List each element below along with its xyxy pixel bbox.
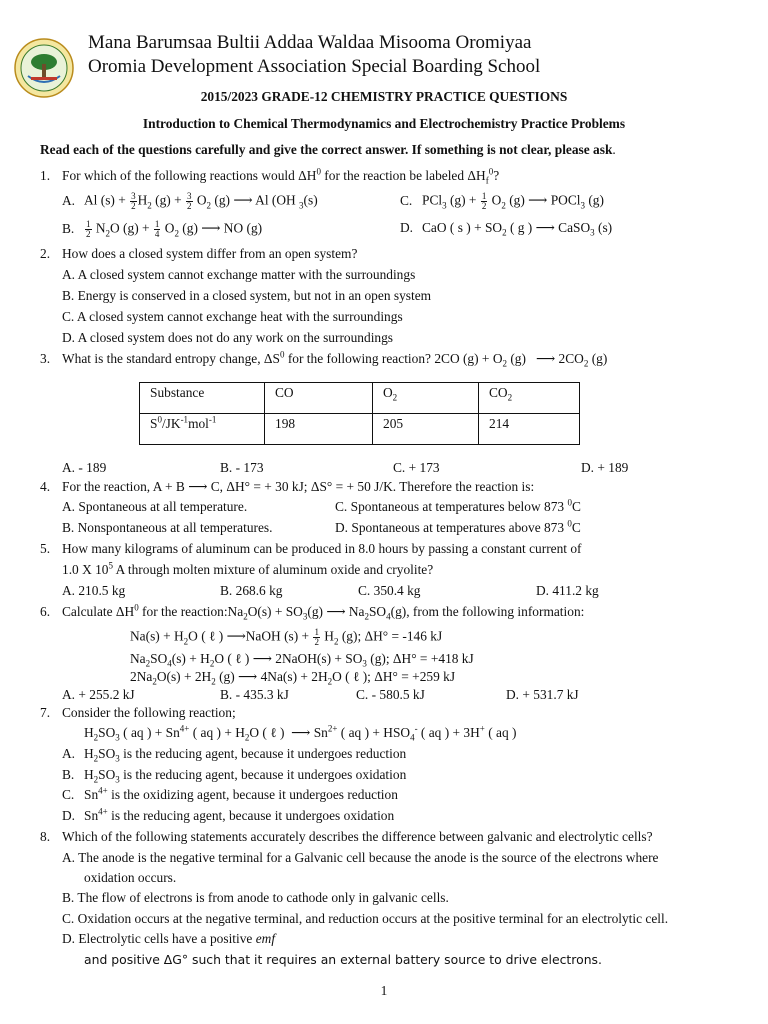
question-6-option: D. + 531.7 kJ bbox=[506, 687, 579, 702]
question-7-text: Consider the following reaction; bbox=[62, 705, 236, 720]
question-5-text: How many kilograms of aluminum can be produced in 8.0 hours by passing a constant current of bbox=[62, 541, 582, 556]
question-2-option: A. A closed system cannot exchange matter with the surroundings bbox=[62, 267, 416, 282]
entropy-table bbox=[139, 382, 580, 445]
question-8-text: Which of the following statements accurately describes the difference between galvanic and electrolytic cells? bbox=[62, 829, 653, 844]
question-1-option-c: C. PCl$_3$ (g) + $\frac{1}{2}$ $O_2$ (g) ⟶ POCl$_3$ (g) bbox=[400, 191, 604, 211]
question-6-option: C. - 580.5 kJ bbox=[356, 687, 425, 702]
question-number: 3. bbox=[40, 351, 51, 366]
question-6-option: B. - 435.3 kJ bbox=[220, 687, 289, 702]
question-5-option: B. 268.6 kg bbox=[220, 583, 283, 598]
header-line-english: Oromia Development Association Special Boarding School bbox=[88, 56, 541, 77]
question-2-option: B. Energy is conserved in a closed system, but not in an open system bbox=[62, 288, 432, 303]
page-subtitle: Introduction to Chemical Thermodynamics and Electrochemistry Practice Problems bbox=[142, 116, 626, 131]
table-cell: 214 bbox=[479, 414, 580, 445]
page-title: 2015/2023 GRADE-12 CHEMISTRY PRACTICE QUESTIONS bbox=[200, 89, 568, 104]
question-number: 2. bbox=[40, 246, 51, 261]
header-line-oromo: Mana Barumsaa Bultii Addaa Waldaa Misooma Oromiyaa bbox=[88, 32, 532, 53]
question-number: 6. bbox=[40, 604, 51, 619]
question-3-option: A. - 189 bbox=[62, 460, 107, 475]
question-4-text: For the reaction, A + B ⟶ C, ΔH° = + 30 kJ; ΔS° = + 50 J/K. Therefore the reaction is: bbox=[62, 479, 535, 494]
question-1-option-a: A. Al (s) + $\frac{3}{2}$ $H_2$ (g) + $\frac{3}{2}$ $O_2$ (g) ⟶ Al (OH $_3$(s) bbox=[62, 191, 318, 211]
question-2-option: D. A closed system does not do any work on the surroundings bbox=[62, 330, 394, 345]
question-3-option: B. - 173 bbox=[220, 460, 264, 475]
equation-line: $H_2SO_3$ ( aq ) + $Sn^{4+}$ ( aq ) + $H_2O$ ( ℓ ) ⟶ $Sn^{2+}$ ( aq ) + $HSO_4^-$ ( aq ) + 3H+ ( aq ) bbox=[84, 723, 517, 743]
question-5-option: D. 411.2 kg bbox=[536, 583, 599, 598]
question-3-text: What is the standard entropy change, $\Delta S^0$ for the following reaction? 2CO $(g) + O_2$ (g) ⟶ $2CO_2$ (g) bbox=[62, 349, 608, 369]
table-cell: $CO_2$ bbox=[479, 383, 580, 414]
question-number: 1. bbox=[40, 168, 51, 183]
question-2-option: C. A closed system cannot exchange heat with the surroundings bbox=[62, 309, 403, 324]
question-1-option-b: B. $\frac{1}{2}$ $N_2O$ (g) + $\frac{1}{4}$ $O_2$ (g) ⟶ NO (g) bbox=[62, 219, 263, 239]
question-8-option-c: C. Oxidation occurs at the negative terminal, and reduction occurs at the positive terminal for an electrolytic cell. bbox=[62, 911, 669, 926]
equation-line: $Na(s) + H_2O$ ( ℓ ) ⟶NaOH (s) + $\frac{1}{2}$ $H_2$ (g); ΔH° = -146 kJ bbox=[130, 627, 443, 647]
question-2-text: How does a closed system differ from an open system? bbox=[62, 246, 358, 261]
question-5-option: A. 210.5 kg bbox=[62, 583, 126, 598]
table-row bbox=[140, 414, 580, 445]
question-number: 8. bbox=[40, 829, 51, 844]
question-4-option: A. Spontaneous at all temperature. bbox=[62, 499, 248, 514]
table-header-row bbox=[140, 383, 580, 414]
question-6-text: Calculate $\Delta H^0$ for the $reaction:Na_2O(s) + SO_3(g)$ ⟶ $Na_2SO_4(g)$, from the following information: bbox=[62, 602, 585, 622]
question-7-option-a: A. $H_2SO_3$ is the reducing agent, because it undergoes reduction bbox=[62, 746, 407, 764]
equation-line: $Na_2SO_4(s) + H_2O$ ( ℓ ) ⟶ 2NaOH(s) + $SO_3$ (g); ΔH° = +418 kJ bbox=[130, 651, 474, 669]
question-8-option-d: D. Electrolytic cells have a positive emf bbox=[62, 931, 276, 946]
table-cell: $O_2$ bbox=[373, 383, 479, 414]
question-5-text-line2: 1.0 X $10^5$ A through molten mixture of aluminum oxide and cryolite? bbox=[62, 560, 434, 577]
question-3-option: C. + 173 bbox=[393, 460, 440, 475]
question-8-option-d-cont: and positive ΔG° such that it requires an external battery source to drive electrons. bbox=[84, 952, 602, 967]
question-7-option-b: B. $H_2SO_3$ is the reducing agent, because it undergoes oxidation bbox=[62, 767, 407, 785]
question-number: 4. bbox=[40, 479, 51, 494]
table-cell: $S^0/JK^{-1}mol^{-1}$ bbox=[140, 414, 265, 445]
table-cell: CO bbox=[265, 383, 373, 414]
table-cell: 205 bbox=[373, 414, 479, 445]
question-number: 7. bbox=[40, 705, 51, 720]
page-number: 1 bbox=[380, 983, 388, 998]
question-7-option-c: C. $Sn^{4+}$ is the oxidizing agent, because it undergoes reduction bbox=[62, 785, 398, 802]
table-cell: 198 bbox=[265, 414, 373, 445]
question-7-option-d: D. $Sn^{4+}$ is the reducing agent, because it undergoes oxidation bbox=[62, 806, 395, 823]
equation-line: $2Na_2O(s) + 2H_2$ (g) ⟶ $4Na(s) + 2H_2O$ ( ℓ ); ΔH° = +259 kJ bbox=[130, 669, 456, 687]
question-5-option: C. 350.4 kg bbox=[358, 583, 421, 598]
question-3-option: D. + 189 bbox=[581, 460, 629, 475]
question-6-option: A. + 255.2 kJ bbox=[62, 687, 135, 702]
question-8-option-b: B. The flow of electrons is from anode to cathode only in galvanic cells. bbox=[62, 890, 449, 905]
question-1-text: For which of the following reactions would $\Delta H^0$ for the reaction be labeled $\Delta H_f^0$? bbox=[62, 166, 500, 186]
instruction: Read each of the questions carefully and give the correct answer. If something is not clear, please ask. bbox=[40, 142, 616, 157]
question-number: 5. bbox=[40, 541, 51, 556]
question-8-option-a: A. The anode is the negative terminal for a Galvanic cell because the anode is the source of the electrons where bbox=[62, 850, 659, 865]
question-8-option-a-cont: oxidation occurs. bbox=[84, 870, 177, 885]
question-4-option: B. Nonspontaneous at all temperatures. bbox=[62, 520, 273, 535]
question-4-option: D. Spontaneous at temperatures above 873 $^0$C bbox=[335, 518, 581, 535]
question-1-option-d: D. CaO ( s ) + $SO_2$ ( g ) ⟶ CaSO$_3$ (s) bbox=[400, 220, 613, 238]
question-4-option: C. Spontaneous at temperatures below 873 $^0$C bbox=[335, 497, 581, 514]
table-cell: Substance bbox=[140, 383, 265, 414]
